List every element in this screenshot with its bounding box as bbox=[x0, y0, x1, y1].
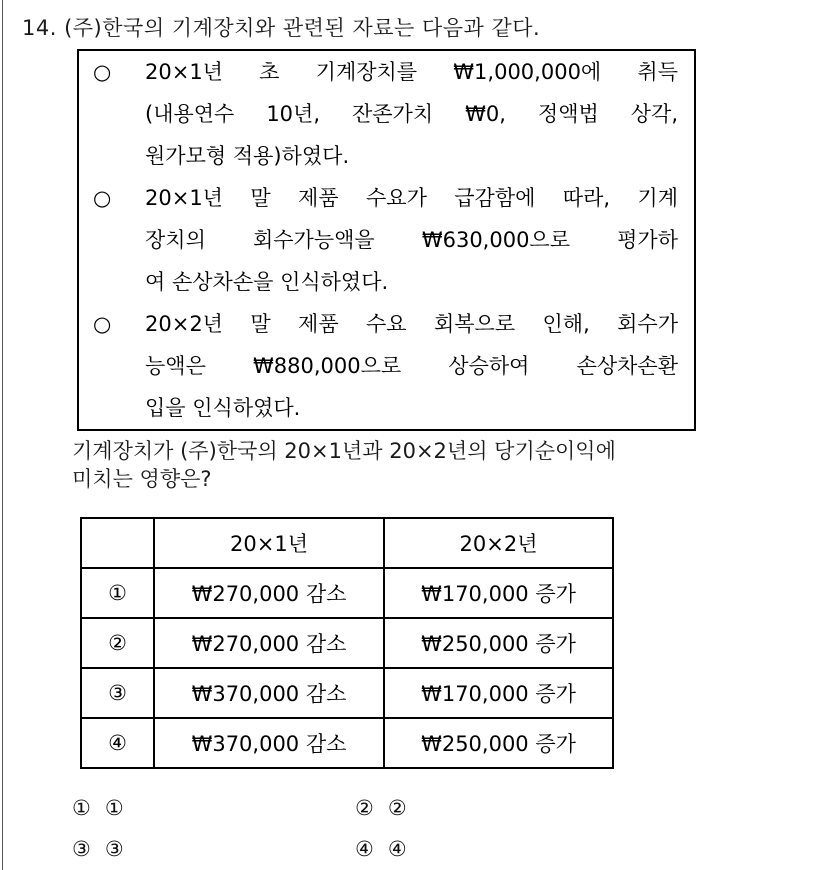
cell-year2: ₩250,000 증가 bbox=[384, 718, 613, 768]
choice-2[interactable] bbox=[355, 796, 407, 820]
page-left-border bbox=[2, 0, 3, 870]
circle-bullet-icon: ○ bbox=[93, 60, 112, 84]
cell-year1: ₩370,000 감소 bbox=[154, 718, 384, 768]
choice-4[interactable] bbox=[355, 837, 407, 861]
info-line: 여 손상차손을 인식하였다. bbox=[145, 270, 389, 294]
table-row bbox=[81, 668, 613, 718]
row-number: ① bbox=[81, 568, 154, 618]
info-line: 20×1년 초 기계장치를 ₩1,000,000에 취득 bbox=[145, 60, 678, 84]
prompt-line: 기계장치가 (주)한국의 20×1년과 20×2년의 당기순이익에 bbox=[72, 439, 616, 463]
info-item bbox=[93, 177, 678, 303]
choice-value: ③ bbox=[104, 837, 124, 861]
question-prompt bbox=[72, 437, 616, 493]
answer-table bbox=[80, 517, 614, 769]
cell-year1: ₩370,000 감소 bbox=[154, 668, 384, 718]
table-row bbox=[81, 618, 613, 668]
table-row bbox=[81, 568, 613, 618]
info-item bbox=[93, 51, 678, 177]
info-line: (내용연수 10년, 잔존가치 ₩0, 정액법 상각, bbox=[145, 102, 678, 126]
table-row bbox=[81, 718, 613, 768]
circle-bullet-icon: ○ bbox=[93, 186, 112, 210]
cell-year2: ₩250,000 증가 bbox=[384, 618, 613, 668]
choice-value: ① bbox=[104, 796, 124, 820]
choice-value: ② bbox=[387, 796, 407, 820]
question-title: 14. (주)한국의 기계장치와 관련된 자료는 다음과 같다. bbox=[22, 16, 541, 40]
info-line: 능액은 ₩880,000으로 상승하여 손상차손환 bbox=[145, 354, 678, 378]
choice-value: ④ bbox=[387, 837, 407, 861]
cell-year2: ₩170,000 증가 bbox=[384, 568, 613, 618]
choice-mark: ④ bbox=[355, 837, 374, 861]
header-cell-year1: 20×1년 bbox=[154, 518, 384, 568]
choice-mark: ③ bbox=[72, 837, 91, 861]
info-line: 입을 인식하였다. bbox=[145, 396, 301, 420]
header-cell-year2: 20×2년 bbox=[384, 518, 613, 568]
header-cell-empty bbox=[81, 518, 154, 568]
info-line: 20×1년 말 제품 수요가 급감함에 따라, 기계 bbox=[145, 186, 678, 210]
info-line: 원가모형 적용)하였다. bbox=[145, 144, 350, 168]
choice-mark: ① bbox=[72, 796, 91, 820]
info-item bbox=[93, 303, 678, 429]
cell-year1: ₩270,000 감소 bbox=[154, 618, 384, 668]
info-line: 20×2년 말 제품 수요 회복으로 인해, 회수가 bbox=[145, 312, 678, 336]
circle-bullet-icon: ○ bbox=[93, 312, 112, 336]
info-line: 장치의 회수가능액을 ₩630,000으로 평가하 bbox=[145, 228, 678, 252]
row-number: ② bbox=[81, 618, 154, 668]
choice-3[interactable] bbox=[72, 837, 124, 861]
table-header-row bbox=[81, 518, 613, 568]
info-box bbox=[77, 49, 696, 431]
prompt-line: 미치는 영향은? bbox=[72, 467, 212, 491]
choice-mark: ② bbox=[355, 796, 374, 820]
row-number: ④ bbox=[81, 718, 154, 768]
choice-1[interactable] bbox=[72, 796, 124, 820]
cell-year1: ₩270,000 감소 bbox=[154, 568, 384, 618]
row-number: ③ bbox=[81, 668, 154, 718]
cell-year2: ₩170,000 증가 bbox=[384, 668, 613, 718]
